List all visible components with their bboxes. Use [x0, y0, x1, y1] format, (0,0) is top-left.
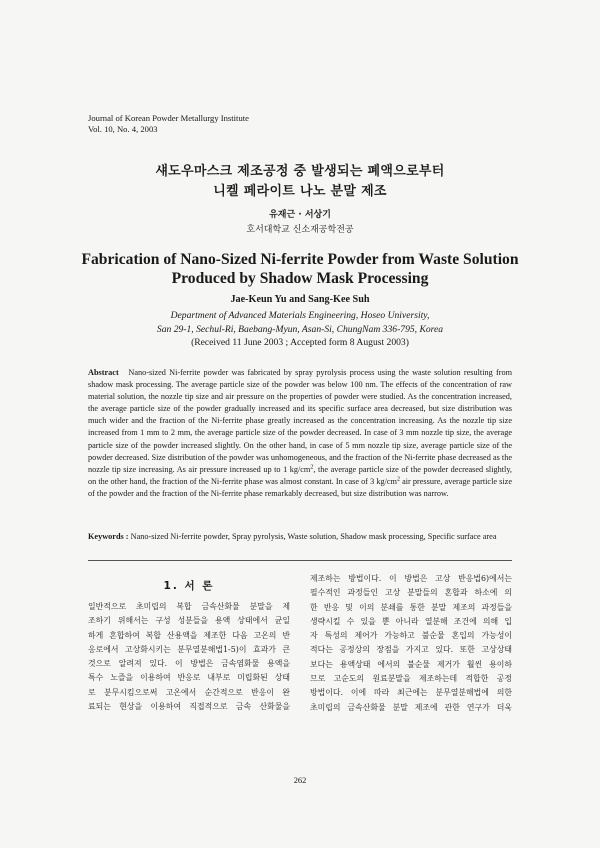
abstract-label: Abstract: [88, 368, 119, 377]
right-line: 적다는 공정상의 장점을 가지고 있다. 또한 고상상태: [310, 645, 512, 655]
keywords: [88, 531, 512, 543]
received-dates: (Received 11 June 2003 ; Accepted form 8 August 2003): [191, 337, 409, 348]
left-line: 응로에서 고상화시키는 분무열분해법1-5)이 효과가 큰: [88, 644, 290, 654]
affiliation-line2: San 29-1, Sechul-Ri, Baebang-Myun, Asan-Si, ChungNam 336-795, Korea: [156, 324, 444, 335]
journal-header: [88, 113, 249, 135]
english-title-line2: Produced by Shadow Mask Processing: [171, 270, 429, 287]
korean-authors: 유재근 · 서상기: [269, 210, 331, 220]
left-line: 일반적으로 초미립의 복합 금속산화물 분말을 제: [88, 602, 290, 611]
right-line: 므로 고순도의 원료분말을 제조하는데 적합한 공정: [310, 674, 512, 684]
keywords-text: Nano-sized Ni-ferrite powder, Spray pyrolysis, Waste solution, Shadow mask processing, Specific surface area: [128, 532, 497, 541]
right-line: 자 특성의 제어가 가능하고 불순물 혼입의 가능성이: [310, 631, 512, 641]
abstract: [88, 367, 512, 500]
right-line: 생략시킬 수 있을 뿐 아니라 열분해 조건에 의해 입: [310, 616, 512, 626]
left-line: 조하기 위해서는 구성 성분들을 용액 상태에서 균일: [88, 616, 290, 626]
left-line: 하게 혼합하여 복합 산용액을 제조한 다음 고온의 반: [88, 630, 290, 640]
korean-affiliation: 호서대학교 신소재공학전공: [246, 225, 354, 235]
right-line: 필수적인 과정들인 고상 분말들의 혼합과 하소에 의: [310, 588, 512, 598]
affiliation-line1: Department of Advanced Materials Engineering, Hoseo University,: [170, 310, 430, 321]
abstract-text: Nano-sized Ni-ferrite powder was fabricated by spray pyrolysis process using the waste solution resulting from shadow mask processing. The average particle size of the powder was below 100 nm. The effects of the concentration of raw material solution, the nozzle tip size and air pressure on the properties of powder were studied. As the concentration increased, the average particle size of the powder gradually increased and its specific surface area decreased, but size distribution was much wider and the fraction of the Ni-ferrite phase greatly increased as the concentration increasing. As the nozzle tip size increased from 1 mm to 2 mm, the average particle size of the powder decreased. In case of 3 mm nozzle tip size, the average particle size of the powder increased slightly. On the other hand, in case of 5 mm nozzle tip size, average particle size of the powder decreased. Size distribution of the powder was unhomogeneous, and the fraction of the Ni-ferrite phase decreased as the nozzle tip size increasing. As air pressure increased up to 1 kg/cm: [88, 368, 512, 474]
english-title: [0, 250, 600, 288]
section-heading: 1. 서 론: [163, 580, 215, 592]
right-line: 제조하는 방법이다. 이 방법은 고상 반응법6)에서는: [310, 574, 512, 583]
right-column: [310, 572, 512, 715]
abstract-superscript-1: 2: [310, 464, 314, 470]
page-number: 262: [293, 776, 307, 785]
abstract-text-2: , the average particle size of the powder decreased slightly, on the other hand, the fraction of the Ni-ferrite phase was almost constant. In case of 3 kg/cm: [88, 464, 512, 486]
keywords-label: Keywords :: [88, 532, 129, 541]
left-column: [88, 600, 290, 714]
korean-title: [0, 162, 600, 202]
right-line: 보다는 용액상태 에서의 불순물 제거가 훨씬 용이하: [310, 659, 512, 669]
right-line: 한 반응 및 이의 분쇄를 통한 분말 제조의 과정들을: [310, 602, 512, 612]
left-line: 특수 노즐을 이용하여 반응로 내부로 미립화된 상태: [88, 673, 290, 683]
right-line: 방법이다. 이에 따라 최근에는 분무열분해법에 의한: [310, 688, 512, 698]
left-line: 료되는 현상을 이용하여 직접적으로 금속 산화물을: [88, 702, 290, 712]
abstract-superscript-2: 2: [396, 476, 400, 483]
divider-rule: [88, 560, 512, 561]
right-line: 초미립의 금속산화물 분말 제조에 관한 연구가 더욱: [310, 702, 512, 712]
korean-title-line1: 섀도우마스크 제조공정 중 발생되는 폐액으로부터: [155, 164, 445, 179]
journal-name: Journal of Korean Powder Metallurgy Institute: [88, 113, 249, 123]
journal-volume: Vol. 10, No. 4, 2003: [88, 124, 158, 134]
korean-title-line2: 니켈 페라이트 나노 분말 제조: [213, 184, 387, 199]
english-affiliation: [0, 309, 600, 337]
english-title-line1: Fabrication of Nano-Sized Ni-ferrite Powder from Waste Solution: [81, 251, 519, 268]
english-authors: Jae-Keun Yu and Sang-Kee Suh: [230, 294, 370, 305]
left-line: 것으로 알려져 있다. 이 방법은 금속염화물 용액을: [88, 659, 290, 669]
abstract-text-3: air pressure, average particle size of the powder and the fraction of the Ni-ferrite phase remarkably decreased, but size distribution was narrow.: [88, 476, 512, 498]
left-line: 로 분무시킴으로써 고온에서 순간적으로 반응이 완: [88, 687, 290, 697]
